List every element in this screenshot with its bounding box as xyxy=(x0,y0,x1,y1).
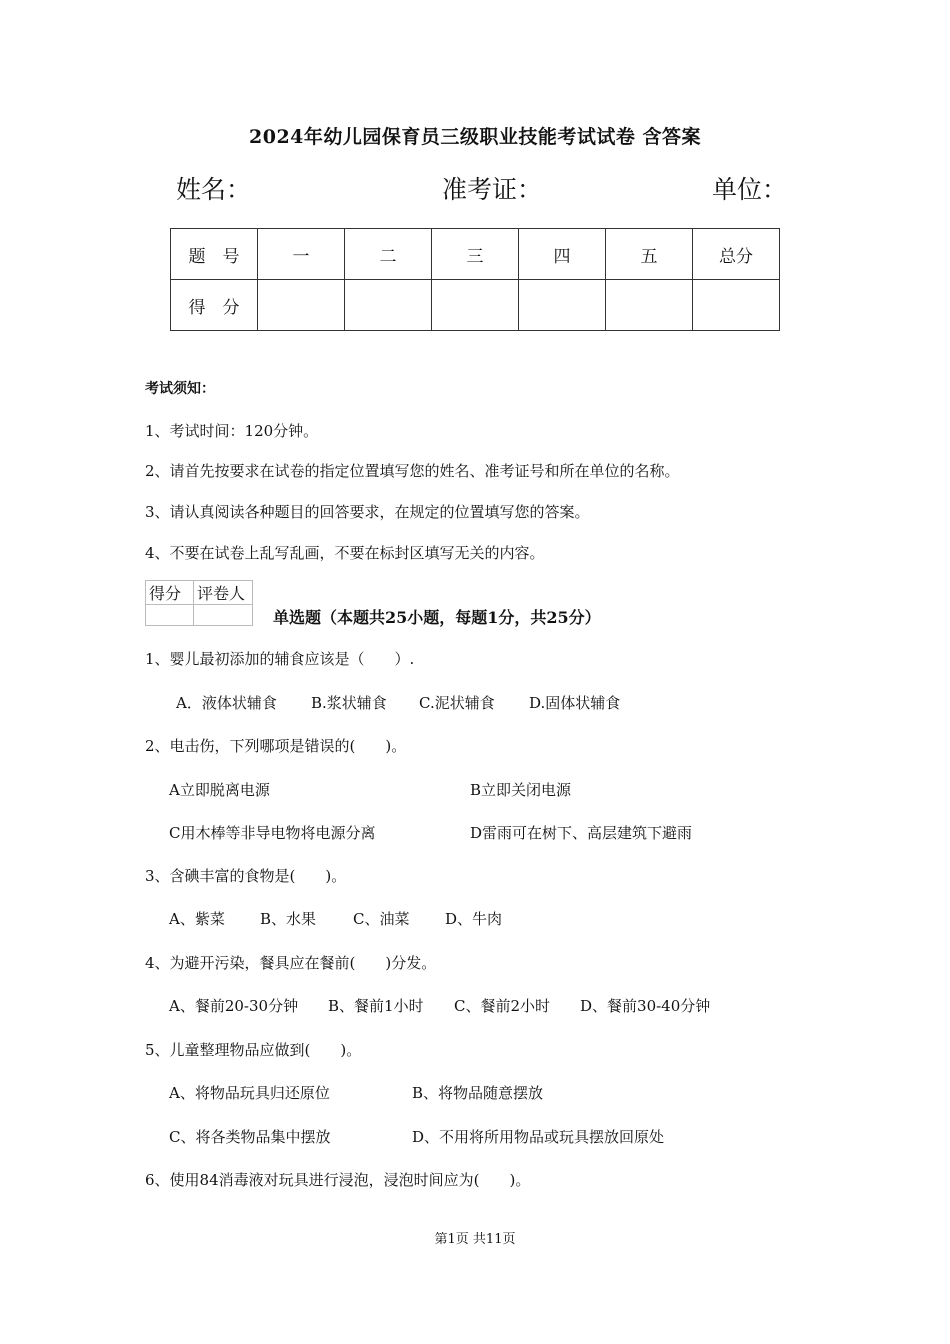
question-stem: 1、婴儿最初添加的辅食应该是（ ）. xyxy=(145,650,415,668)
candidate-unit-label: 单位： xyxy=(712,175,788,204)
score-cell xyxy=(345,280,432,331)
score-row-label: 得 分 xyxy=(171,280,258,331)
score-cell xyxy=(432,280,519,331)
question-option: A．液体状辅食 xyxy=(176,694,277,712)
question-option: A、紫菜 xyxy=(169,910,225,928)
question-option: C、餐前2小时 xyxy=(454,997,551,1015)
score-table-score-row xyxy=(171,280,780,331)
question-option: A、将物品玩具归还原位 xyxy=(169,1084,330,1102)
notice-item: 2、请首先按要求在试卷的指定位置填写您的姓名、准考证号和所在单位的名称。 xyxy=(145,462,680,480)
question-option: D雷雨可在树下、高层建筑下避雨 xyxy=(470,824,693,842)
question-option: C.泥状辅食 xyxy=(419,694,495,712)
question-option: A立即脱离电源 xyxy=(169,781,270,799)
score-table xyxy=(170,228,780,331)
question-option: B、将物品随意摆放 xyxy=(412,1084,544,1102)
question-option: B、水果 xyxy=(260,910,317,928)
question-stem: 5、儿童整理物品应做到( )。 xyxy=(145,1041,362,1059)
question-option: D.固体状辅食 xyxy=(529,694,621,712)
question-option: C、油菜 xyxy=(353,910,410,928)
score-table-header-row xyxy=(171,229,780,280)
score-cell xyxy=(693,280,780,331)
score-cell xyxy=(519,280,606,331)
score-table-header-cell: 四 xyxy=(519,229,606,280)
grader-score-cell xyxy=(146,605,194,626)
grader-name-cell xyxy=(194,605,253,626)
notice-item: 1、考试时间：120分钟。 xyxy=(145,422,319,440)
notice-title: 考试须知： xyxy=(145,381,215,397)
notice-item: 4、不要在试卷上乱写乱画，不要在标封区填写无关的内容。 xyxy=(145,544,545,562)
question-stem: 6、使用84消毒液对玩具进行浸泡，浸泡时间应为( )。 xyxy=(145,1171,531,1189)
score-cell xyxy=(258,280,345,331)
question-option: D、餐前30-40分钟 xyxy=(580,997,711,1015)
question-option: B、餐前1小时 xyxy=(328,997,424,1015)
page-footer: 第1页 共11页 xyxy=(434,1232,516,1247)
question-stem: 4、为避开污染，餐具应在餐前( )分发。 xyxy=(145,954,437,972)
score-table-header-cell: 一 xyxy=(258,229,345,280)
question-option: C、将各类物品集中摆放 xyxy=(169,1128,331,1146)
score-table-header-cell: 三 xyxy=(432,229,519,280)
score-cell xyxy=(606,280,693,331)
grader-box xyxy=(145,580,253,626)
question-option: B.浆状辅食 xyxy=(311,694,387,712)
question-option: D、不用将所用物品或玩具摆放回原处 xyxy=(412,1128,665,1146)
question-stem: 2、电击伤，下列哪项是错误的( )。 xyxy=(145,737,407,755)
candidate-name-label: 姓名： xyxy=(176,175,252,204)
question-option: C用木棒等非导电物将电源分离 xyxy=(169,824,376,842)
section-title: 单选题（本题共25小题，每题1分，共25分） xyxy=(273,608,601,627)
notice-item: 3、请认真阅读各种题目的回答要求，在规定的位置填写您的答案。 xyxy=(145,503,590,521)
candidate-id-label: 准考证： xyxy=(442,175,543,204)
grader-score-label: 得分 xyxy=(146,581,194,605)
question-option: B立即关闭电源 xyxy=(470,781,572,799)
question-option: D、牛肉 xyxy=(445,910,503,928)
score-table-header-cell: 总分 xyxy=(693,229,780,280)
score-table-header-cell: 五 xyxy=(606,229,693,280)
score-table-header-cell: 题 号 xyxy=(171,229,258,280)
score-table-header-cell: 二 xyxy=(345,229,432,280)
grader-name-label: 评卷人 xyxy=(194,581,253,605)
question-stem: 3、含碘丰富的食物是( )。 xyxy=(145,867,347,885)
exam-title: 2024年幼儿园保育员三级职业技能考试试卷 含答案 xyxy=(249,126,701,148)
question-option: A、餐前20-30分钟 xyxy=(169,997,299,1015)
